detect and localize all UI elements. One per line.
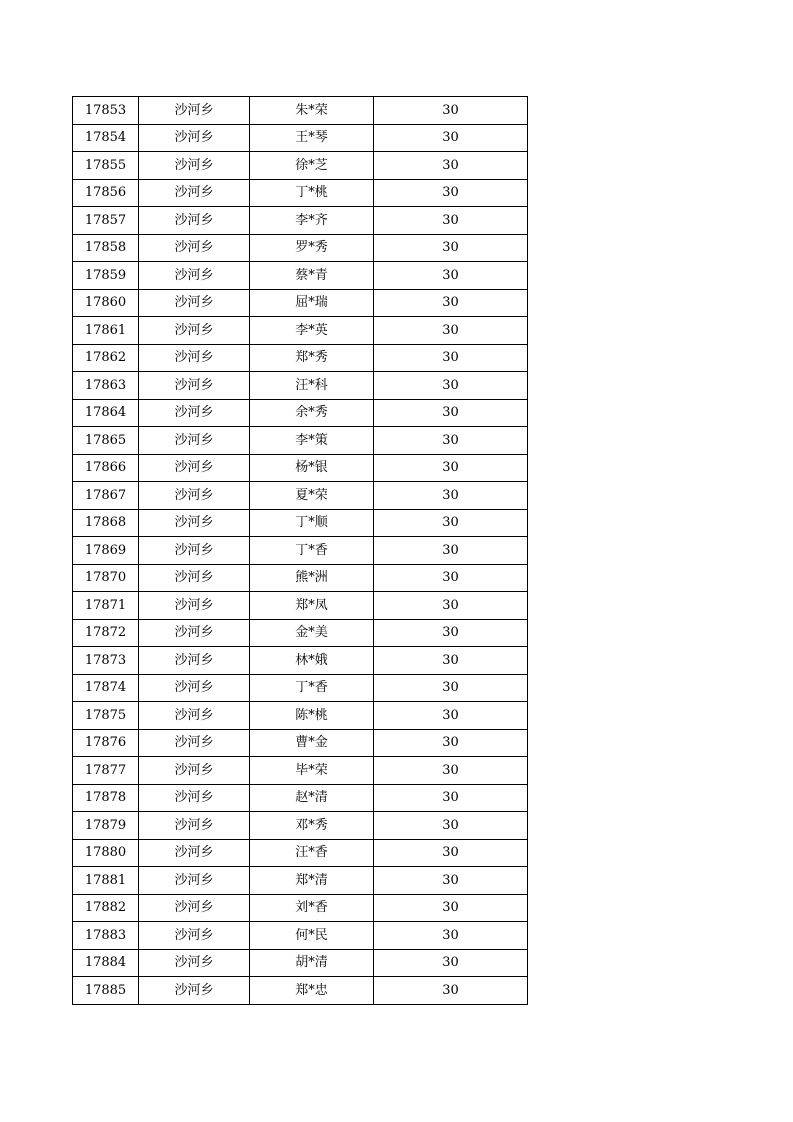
row-name-cell: 熊*洲 bbox=[250, 564, 374, 592]
row-name-cell: 何*民 bbox=[250, 922, 374, 950]
row-name-cell: 李*策 bbox=[250, 427, 374, 455]
table-row bbox=[73, 757, 528, 785]
row-id-cell: 17857 bbox=[73, 207, 139, 235]
table-row bbox=[73, 949, 528, 977]
table-row bbox=[73, 839, 528, 867]
row-id-cell: 17872 bbox=[73, 619, 139, 647]
row-name-cell: 郑*凤 bbox=[250, 592, 374, 620]
row-id-cell: 17867 bbox=[73, 482, 139, 510]
row-town-cell: 沙河乡 bbox=[139, 894, 250, 922]
table-row bbox=[73, 124, 528, 152]
row-name-cell: 夏*荣 bbox=[250, 482, 374, 510]
row-amount-cell: 30 bbox=[374, 234, 528, 262]
row-town-cell: 沙河乡 bbox=[139, 482, 250, 510]
row-name-cell: 汪*香 bbox=[250, 839, 374, 867]
row-id-cell: 17861 bbox=[73, 317, 139, 345]
row-name-cell: 郑*忠 bbox=[250, 977, 374, 1005]
row-town-cell: 沙河乡 bbox=[139, 509, 250, 537]
row-town-cell: 沙河乡 bbox=[139, 839, 250, 867]
row-amount-cell: 30 bbox=[374, 482, 528, 510]
row-town-cell: 沙河乡 bbox=[139, 784, 250, 812]
table-row bbox=[73, 152, 528, 180]
row-id-cell: 17883 bbox=[73, 922, 139, 950]
row-town-cell: 沙河乡 bbox=[139, 317, 250, 345]
row-id-cell: 17864 bbox=[73, 399, 139, 427]
row-id-cell: 17877 bbox=[73, 757, 139, 785]
row-id-cell: 17855 bbox=[73, 152, 139, 180]
row-name-cell: 李*英 bbox=[250, 317, 374, 345]
row-id-cell: 17870 bbox=[73, 564, 139, 592]
row-id-cell: 17859 bbox=[73, 262, 139, 290]
row-name-cell: 曹*金 bbox=[250, 729, 374, 757]
row-amount-cell: 30 bbox=[374, 289, 528, 317]
row-id-cell: 17871 bbox=[73, 592, 139, 620]
row-town-cell: 沙河乡 bbox=[139, 592, 250, 620]
row-town-cell: 沙河乡 bbox=[139, 454, 250, 482]
row-town-cell: 沙河乡 bbox=[139, 537, 250, 565]
table-row bbox=[73, 289, 528, 317]
row-name-cell: 蔡*青 bbox=[250, 262, 374, 290]
row-town-cell: 沙河乡 bbox=[139, 399, 250, 427]
table-row bbox=[73, 344, 528, 372]
row-id-cell: 17853 bbox=[73, 97, 139, 125]
row-town-cell: 沙河乡 bbox=[139, 289, 250, 317]
row-name-cell: 郑*清 bbox=[250, 867, 374, 895]
table-row bbox=[73, 922, 528, 950]
table-row bbox=[73, 647, 528, 675]
row-name-cell: 赵*清 bbox=[250, 784, 374, 812]
row-amount-cell: 30 bbox=[374, 729, 528, 757]
table-row bbox=[73, 482, 528, 510]
row-town-cell: 沙河乡 bbox=[139, 702, 250, 730]
row-amount-cell: 30 bbox=[374, 674, 528, 702]
table-row bbox=[73, 592, 528, 620]
row-name-cell: 邓*秀 bbox=[250, 812, 374, 840]
row-town-cell: 沙河乡 bbox=[139, 977, 250, 1005]
row-id-cell: 17868 bbox=[73, 509, 139, 537]
row-amount-cell: 30 bbox=[374, 262, 528, 290]
row-amount-cell: 30 bbox=[374, 922, 528, 950]
row-name-cell: 胡*清 bbox=[250, 949, 374, 977]
row-id-cell: 17856 bbox=[73, 179, 139, 207]
table-row bbox=[73, 372, 528, 400]
table-row bbox=[73, 207, 528, 235]
row-town-cell: 沙河乡 bbox=[139, 207, 250, 235]
row-id-cell: 17882 bbox=[73, 894, 139, 922]
row-id-cell: 17865 bbox=[73, 427, 139, 455]
row-amount-cell: 30 bbox=[374, 317, 528, 345]
table-body bbox=[73, 97, 528, 1005]
table-row bbox=[73, 317, 528, 345]
row-amount-cell: 30 bbox=[374, 537, 528, 565]
row-town-cell: 沙河乡 bbox=[139, 344, 250, 372]
row-town-cell: 沙河乡 bbox=[139, 619, 250, 647]
row-name-cell: 李*齐 bbox=[250, 207, 374, 235]
row-id-cell: 17876 bbox=[73, 729, 139, 757]
row-id-cell: 17874 bbox=[73, 674, 139, 702]
row-name-cell: 丁*顺 bbox=[250, 509, 374, 537]
table-row bbox=[73, 784, 528, 812]
row-amount-cell: 30 bbox=[374, 702, 528, 730]
row-amount-cell: 30 bbox=[374, 207, 528, 235]
table-row bbox=[73, 179, 528, 207]
row-amount-cell: 30 bbox=[374, 344, 528, 372]
row-town-cell: 沙河乡 bbox=[139, 179, 250, 207]
table-row bbox=[73, 399, 528, 427]
row-id-cell: 17869 bbox=[73, 537, 139, 565]
table-row bbox=[73, 564, 528, 592]
table-row bbox=[73, 702, 528, 730]
row-amount-cell: 30 bbox=[374, 564, 528, 592]
row-name-cell: 丁*桃 bbox=[250, 179, 374, 207]
row-amount-cell: 30 bbox=[374, 619, 528, 647]
row-amount-cell: 30 bbox=[374, 427, 528, 455]
row-id-cell: 17866 bbox=[73, 454, 139, 482]
row-town-cell: 沙河乡 bbox=[139, 949, 250, 977]
row-amount-cell: 30 bbox=[374, 647, 528, 675]
table-row bbox=[73, 867, 528, 895]
row-amount-cell: 30 bbox=[374, 509, 528, 537]
row-amount-cell: 30 bbox=[374, 784, 528, 812]
row-name-cell: 林*娥 bbox=[250, 647, 374, 675]
row-amount-cell: 30 bbox=[374, 399, 528, 427]
table-row bbox=[73, 454, 528, 482]
row-amount-cell: 30 bbox=[374, 812, 528, 840]
table-row bbox=[73, 509, 528, 537]
row-id-cell: 17884 bbox=[73, 949, 139, 977]
table-row bbox=[73, 619, 528, 647]
row-name-cell: 徐*芝 bbox=[250, 152, 374, 180]
row-amount-cell: 30 bbox=[374, 839, 528, 867]
row-name-cell: 王*琴 bbox=[250, 124, 374, 152]
table-row bbox=[73, 262, 528, 290]
table-row bbox=[73, 894, 528, 922]
row-id-cell: 17854 bbox=[73, 124, 139, 152]
row-name-cell: 余*秀 bbox=[250, 399, 374, 427]
row-amount-cell: 30 bbox=[374, 757, 528, 785]
row-amount-cell: 30 bbox=[374, 372, 528, 400]
row-name-cell: 毕*荣 bbox=[250, 757, 374, 785]
table-row bbox=[73, 977, 528, 1005]
table-row bbox=[73, 729, 528, 757]
row-id-cell: 17860 bbox=[73, 289, 139, 317]
row-amount-cell: 30 bbox=[374, 949, 528, 977]
row-town-cell: 沙河乡 bbox=[139, 729, 250, 757]
row-id-cell: 17881 bbox=[73, 867, 139, 895]
row-name-cell: 杨*银 bbox=[250, 454, 374, 482]
row-id-cell: 17878 bbox=[73, 784, 139, 812]
row-id-cell: 17885 bbox=[73, 977, 139, 1005]
row-town-cell: 沙河乡 bbox=[139, 674, 250, 702]
table-row bbox=[73, 537, 528, 565]
row-town-cell: 沙河乡 bbox=[139, 97, 250, 125]
row-name-cell: 罗*秀 bbox=[250, 234, 374, 262]
row-id-cell: 17875 bbox=[73, 702, 139, 730]
row-amount-cell: 30 bbox=[374, 179, 528, 207]
row-amount-cell: 30 bbox=[374, 592, 528, 620]
row-amount-cell: 30 bbox=[374, 867, 528, 895]
row-town-cell: 沙河乡 bbox=[139, 152, 250, 180]
row-name-cell: 汪*科 bbox=[250, 372, 374, 400]
row-amount-cell: 30 bbox=[374, 152, 528, 180]
row-name-cell: 丁*香 bbox=[250, 537, 374, 565]
row-name-cell: 屈*瑞 bbox=[250, 289, 374, 317]
row-town-cell: 沙河乡 bbox=[139, 234, 250, 262]
row-name-cell: 朱*荣 bbox=[250, 97, 374, 125]
row-name-cell: 丁*香 bbox=[250, 674, 374, 702]
row-town-cell: 沙河乡 bbox=[139, 812, 250, 840]
row-town-cell: 沙河乡 bbox=[139, 647, 250, 675]
row-town-cell: 沙河乡 bbox=[139, 262, 250, 290]
row-town-cell: 沙河乡 bbox=[139, 427, 250, 455]
row-name-cell: 金*美 bbox=[250, 619, 374, 647]
row-amount-cell: 30 bbox=[374, 97, 528, 125]
table-row bbox=[73, 674, 528, 702]
row-id-cell: 17863 bbox=[73, 372, 139, 400]
row-name-cell: 陈*桃 bbox=[250, 702, 374, 730]
row-town-cell: 沙河乡 bbox=[139, 867, 250, 895]
row-amount-cell: 30 bbox=[374, 894, 528, 922]
row-name-cell: 刘*香 bbox=[250, 894, 374, 922]
row-town-cell: 沙河乡 bbox=[139, 757, 250, 785]
table-row bbox=[73, 427, 528, 455]
row-id-cell: 17858 bbox=[73, 234, 139, 262]
row-id-cell: 17873 bbox=[73, 647, 139, 675]
row-amount-cell: 30 bbox=[374, 977, 528, 1005]
row-amount-cell: 30 bbox=[374, 124, 528, 152]
row-name-cell: 郑*秀 bbox=[250, 344, 374, 372]
row-town-cell: 沙河乡 bbox=[139, 564, 250, 592]
row-id-cell: 17879 bbox=[73, 812, 139, 840]
row-town-cell: 沙河乡 bbox=[139, 372, 250, 400]
row-town-cell: 沙河乡 bbox=[139, 124, 250, 152]
row-town-cell: 沙河乡 bbox=[139, 922, 250, 950]
row-id-cell: 17880 bbox=[73, 839, 139, 867]
table-row bbox=[73, 234, 528, 262]
row-id-cell: 17862 bbox=[73, 344, 139, 372]
table-row bbox=[73, 97, 528, 125]
table-row bbox=[73, 812, 528, 840]
row-amount-cell: 30 bbox=[374, 454, 528, 482]
data-table bbox=[72, 96, 528, 1005]
